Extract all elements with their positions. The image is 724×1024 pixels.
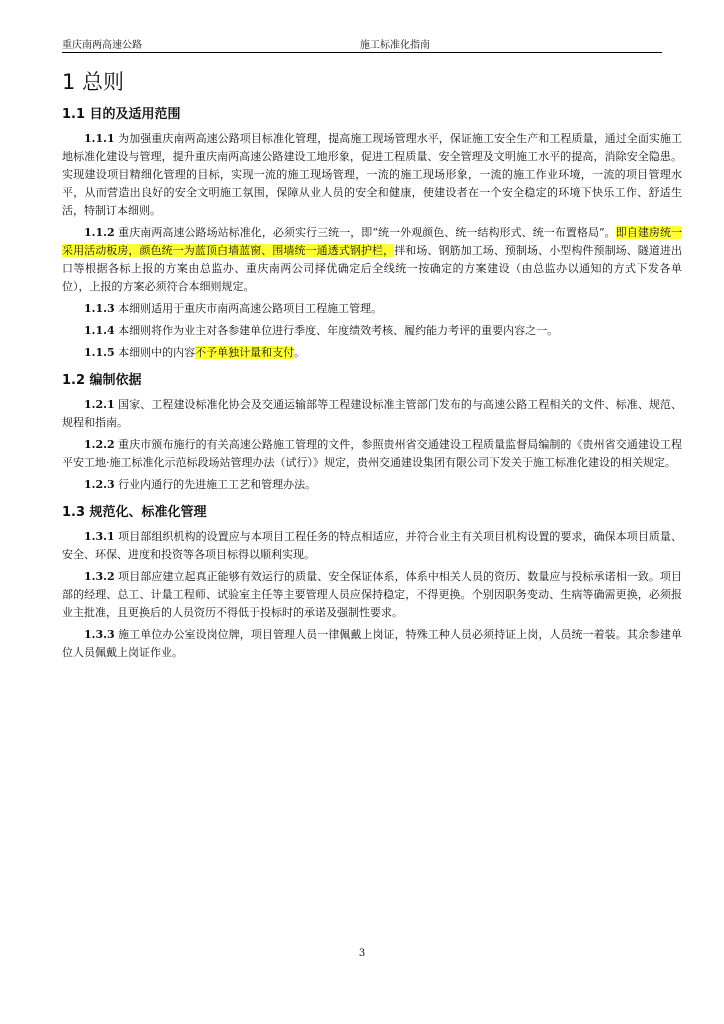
running-header [62,36,662,52]
clause-text: 。 [294,346,306,359]
clause-text: 国家、工程建设标准化协会及交通运输部等工程建设标准主管部门发布的与高速公路工程相关的文件、标准、规范、规程和指南。 [62,398,682,429]
chapter-title: 1 总则 [62,70,125,94]
clause-text: 为加强重庆南两高速公路项目标准化管理，提高施工现场管理水平，保证施工安全生产和工程质量，通过全面实施工地标准化建设与管理，提升重庆南两高速公路建设工地形象，促进工程质量、安全管理及文明施工水平的提高，消除安全隐患。实现建设项目精细化管理的目标，实现一流的施工现场管理，一流的施工现场形象，一流的施工作业环境，一流的项目管理水平，从而营造出良好的安全文明施工氛围，保障从业人员的安全和健康，使建设者在一个安全稳定的环境下快乐工作、舒适生活，特制订本细则。 [62,132,682,217]
clause [62,528,682,564]
clause [62,344,682,362]
clause-number: 1.3.3 [84,628,115,641]
clause [62,130,682,220]
clause-text: 行业内通行的先进施工工艺和管理办法。 [114,478,317,491]
clause-text: 本细则中的内容 [114,346,196,359]
clause [62,224,682,296]
clause-text: 拌和场、钢筋加工场、预制场、小型构件预制场、隧道进出口等根据各标上报的方案由总监办、重庆南两公司择优确定后全线统一按确定的方案建设（由总监办以通知的方式下发各单位），上报的方案必须符合本细则规定。 [62,244,683,293]
clause-text: 重庆市颁布施行的有关高速公路施工管理的文件，参照贵州省交通建设工程质量监督局编制的《贵州省交通建设工程平安工地·施工标准化示范标段场站管理办法（试行）》规定，贵州交通建设集团有限公司下发关于施工标准化建设的相关规定。 [62,438,682,469]
page-content [62,62,682,666]
clause-text: 项目部应建立起真正能够有效运行的质量、安全保证体系，体系中相关人员的资历、数量应与投标承诺相一致。项目部的经理、总工、计量工程师、试验室主任等主要管理人员应保持稳定，不得更换。个别因职务变动、生病等确需更换，必须报业主批准，且更换后的人员资历不得低于投标时的承诺及强制性要求。 [62,570,682,619]
page-number: 3 [358,948,366,959]
clause-number: 1.3.2 [84,570,115,583]
clause [62,300,682,318]
clause-number: 1.1.2 [84,226,115,239]
clause [62,396,682,432]
clause [62,436,682,472]
clause-number: 1.1.3 [84,302,115,315]
clause [62,626,682,662]
clause-text: 本细则适用于重庆市南两高速公路项目工程施工管理。 [114,302,383,315]
section-heading: 1.1 目的及适用范围 [62,107,181,122]
highlighted-text: 即自建房统一采用活动板房，颜色统一为蓝顶白墙蓝窗、围墙统一通透式钢护栏， [62,226,683,257]
clause-text: 重庆南两高速公路场站标准化，必须实行三统一，即“统一外观颜色、统一结构形式、统一布置格局”。 [114,226,616,239]
clause-number: 1.1.1 [84,132,115,145]
clause [62,322,682,340]
section-heading: 1.3 规范化、标准化管理 [62,505,207,520]
clause [62,568,682,622]
header-rule [62,52,662,53]
clause-number: 1.2.2 [84,438,115,451]
clause-text: 施工单位办公室设岗位牌，项目管理人员一律佩戴上岗证，特殊工种人员必须持证上岗，人员统一着装。其余参建单位人员佩戴上岗证作业。 [62,628,682,659]
clause-number: 1.1.5 [84,346,115,359]
highlighted-text: 不予单独计量和支付 [195,346,295,359]
clause-number: 1.1.4 [84,324,115,337]
clause-number: 1.2.3 [84,478,115,491]
section-heading: 1.2 编制依据 [62,373,142,388]
clause-number: 1.2.1 [84,398,115,411]
header-project-name: 重庆南两高速公路 [62,40,142,51]
clause-text: 项目部组织机构的设置应与本项目工程任务的特点相适应，并符合业主有关项目机构设置的要求，确保本项目质量、安全、环保、进度和投资等各项目标得以顺利实现。 [62,530,682,561]
header-document-title: 施工标准化指南 [360,40,430,51]
clause-number: 1.3.1 [84,530,115,543]
clause-text: 本细则将作为业主对各参建单位进行季度、年度绩效考核、履约能力考评的重要内容之一。 [114,324,559,337]
clause [62,476,682,494]
